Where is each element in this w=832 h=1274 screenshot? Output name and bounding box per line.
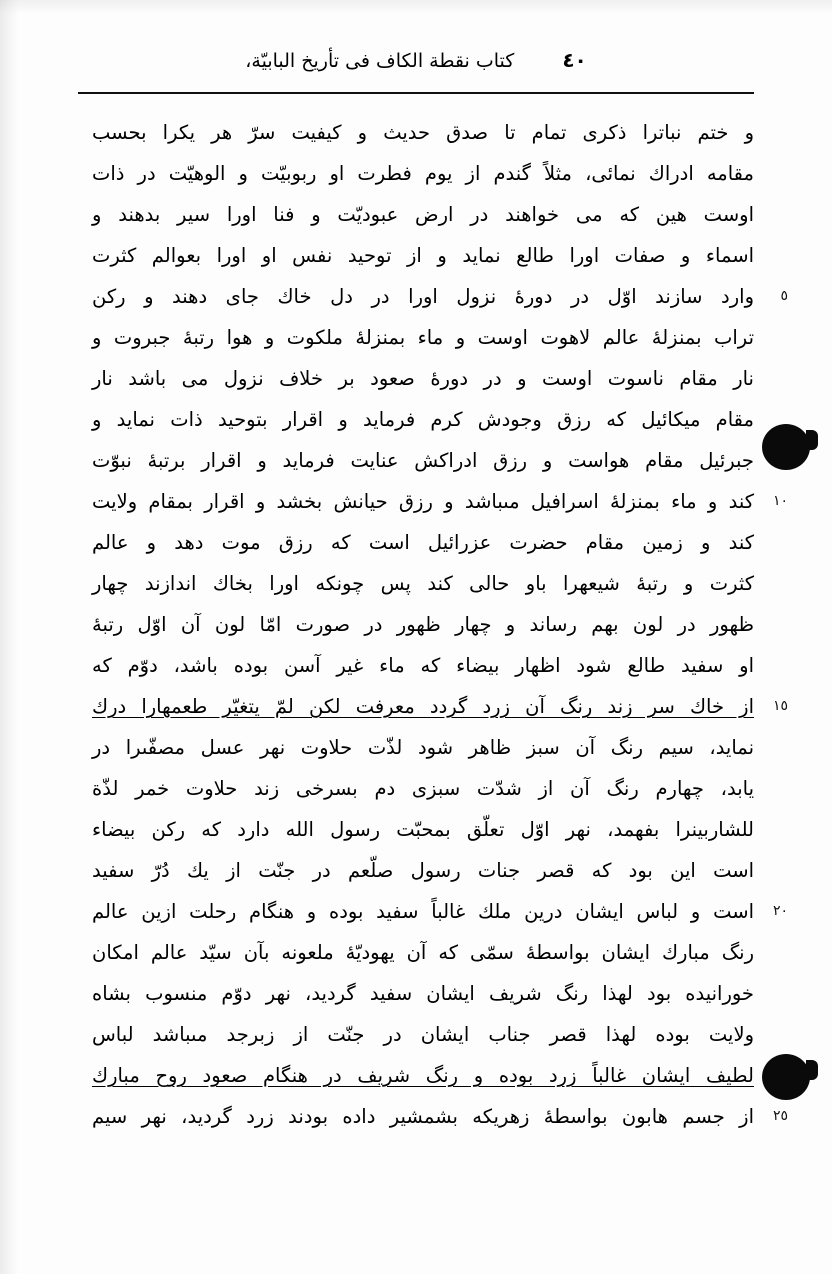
text-line — [92, 563, 754, 604]
binding-hole-upper-icon — [762, 424, 810, 470]
line-text: للشاربينرا بفهمد، نهر اوّل تعلّق بمحبّت رسول الله دارد كه ركن بيضاء — [92, 818, 754, 841]
text-line — [92, 891, 788, 932]
line-text: اسماء و صفات اورا طالع نمايد و از توحيد نفس او اورا بعوالم كثرت — [92, 244, 754, 267]
line-text: نار مقام ناسوت اوست و در دورهٔ صعود بر خلاف نزول مى باشد نار — [92, 367, 754, 390]
binding-hole-lower-tail-icon — [806, 1060, 818, 1080]
page-edge-shading-left — [0, 0, 18, 1274]
text-line — [92, 1096, 788, 1137]
line-text: جبرئيل مقام هواست و رزق ادراكش عنايت فرمايد و اقرار برتبهٔ نبوّت — [92, 449, 754, 472]
text-line — [92, 1014, 754, 1055]
text-line — [92, 317, 754, 358]
page-header — [70, 48, 762, 72]
text-line — [92, 604, 754, 645]
book-title: كتاب نقطة الكاف فى تأريخ البابيّة، — [245, 50, 515, 72]
line-text: اوست هين كه مى خواهند در ارض عبوديّت و فنا اورا سير بدهند و — [92, 203, 754, 226]
line-text: لطيف ايشان غالباً زرد بوده و رنگ شريف در هنگام صعود روح مبارك — [92, 1064, 754, 1087]
text-line — [92, 809, 754, 850]
line-text: مقامه ادراك نمائى، مثلاً گندم از يوم فطرت او ربوبيّت و الوهيّت در ذات — [92, 162, 754, 185]
line-text: كثرت و رتبهٔ شيعهرا باو حالى كند پس چونكه اورا بخاك اندازند چهار — [92, 572, 754, 595]
line-text: ظهور در لون بهم رساند و چهار ظهور در صورت امّا لون آن اوّل رتبهٔ — [92, 613, 754, 636]
text-line — [92, 686, 788, 727]
text-line — [92, 235, 754, 276]
line-text: است اين بود كه قصر جنات رسول صلّعم در جنّت از يك دُرّ سفيد — [92, 859, 754, 882]
text-line — [92, 399, 754, 440]
text-line — [92, 522, 754, 563]
text-line — [92, 1055, 754, 1096]
line-text: تراب بمنزلهٔ عالم لاهوت اوست و ماء بمنزلهٔ ملكوت و هوا رتبهٔ جبروت و — [92, 326, 754, 349]
text-line — [92, 727, 754, 768]
line-text: از جسم هابون بواسطهٔ زهريكه بشمشير داده بودند زرد گرديد، نهر سيم — [92, 1105, 754, 1128]
line-text: كند و ماء بمنزلهٔ اسرافيل مىباشد و رزق حيانش بخشد و اقرار بمقام ولايت — [92, 490, 754, 513]
body-text — [92, 112, 788, 1137]
line-number: ١٠ — [772, 493, 788, 509]
binding-hole-upper-tail-icon — [806, 430, 818, 450]
line-text: ولايت بوده لهذا قصر جناب ايشان در جنّت از زبرجد مىباشد لباس — [92, 1023, 754, 1046]
line-text: يابد، چهارم رنگ آن از شدّت سبزى دم بسرخى زند حلاوت خمر لذّة — [92, 777, 754, 800]
page-edge-shading-top — [0, 0, 832, 14]
binding-hole-lower-icon — [762, 1054, 810, 1100]
page-number: ٤٠ — [562, 48, 587, 72]
line-text: او سفيد طالع شود اظهار بيضاء كه ماء غير آسن بوده باشد، دوّم كه — [92, 654, 754, 677]
text-line — [92, 276, 788, 317]
line-number: ١٥ — [772, 698, 788, 714]
header-rule — [78, 92, 754, 94]
text-line — [92, 850, 754, 891]
text-line — [92, 973, 754, 1014]
text-line — [92, 768, 754, 809]
line-text: كند و زمين مقام حضرت عزرائيل است كه رزق موت دهد و عالم — [92, 531, 754, 554]
line-number: ٢٥ — [772, 1108, 788, 1124]
line-number: ٢٠ — [772, 903, 788, 919]
text-line — [92, 194, 754, 235]
text-line — [92, 645, 754, 686]
line-number: ٥ — [780, 288, 788, 304]
line-text: و ختم نباترا ذكرى تمام تا صدق حديث و كيفيت سرّ هر يكرا بحسب — [92, 121, 754, 144]
text-line — [92, 153, 754, 194]
text-line — [92, 358, 754, 399]
line-text: وارد سازند اوّل در دورهٔ نزول اورا در دل خاك جاى دهند و ركن — [92, 285, 754, 308]
line-text: رنگ مبارك ايشان بواسطهٔ سمّى كه آن يهوديّهٔ ملعونه بآن سيّد عالم امكان — [92, 941, 754, 964]
text-line — [92, 932, 754, 973]
text-line — [92, 481, 788, 522]
line-text: خورانيده بود لهذا رنگ شريف ايشان سفيد گرديد، نهر دوّم منسوب بشاه — [92, 982, 754, 1005]
line-text: مقام ميكائيل كه رزق وجودش كرم فرمايد و اقرار بتوحيد ذات نمايد و — [92, 408, 754, 431]
line-text: نمايد، سيم رنگ آن سبز ظاهر شود لذّت حلاوت نهر عسل مصفّىرا در — [92, 736, 754, 759]
text-line — [92, 112, 754, 153]
line-text: است و لباس ايشان درين ملك غالباً سفيد بوده و هنگام رحلت ازين عالم — [92, 900, 754, 923]
line-text: از خاك سر زند رنگ آن زرد گردد معرفت لكن لمّ يتغيّر طعمهارا درك — [92, 695, 754, 718]
text-line — [92, 440, 754, 481]
